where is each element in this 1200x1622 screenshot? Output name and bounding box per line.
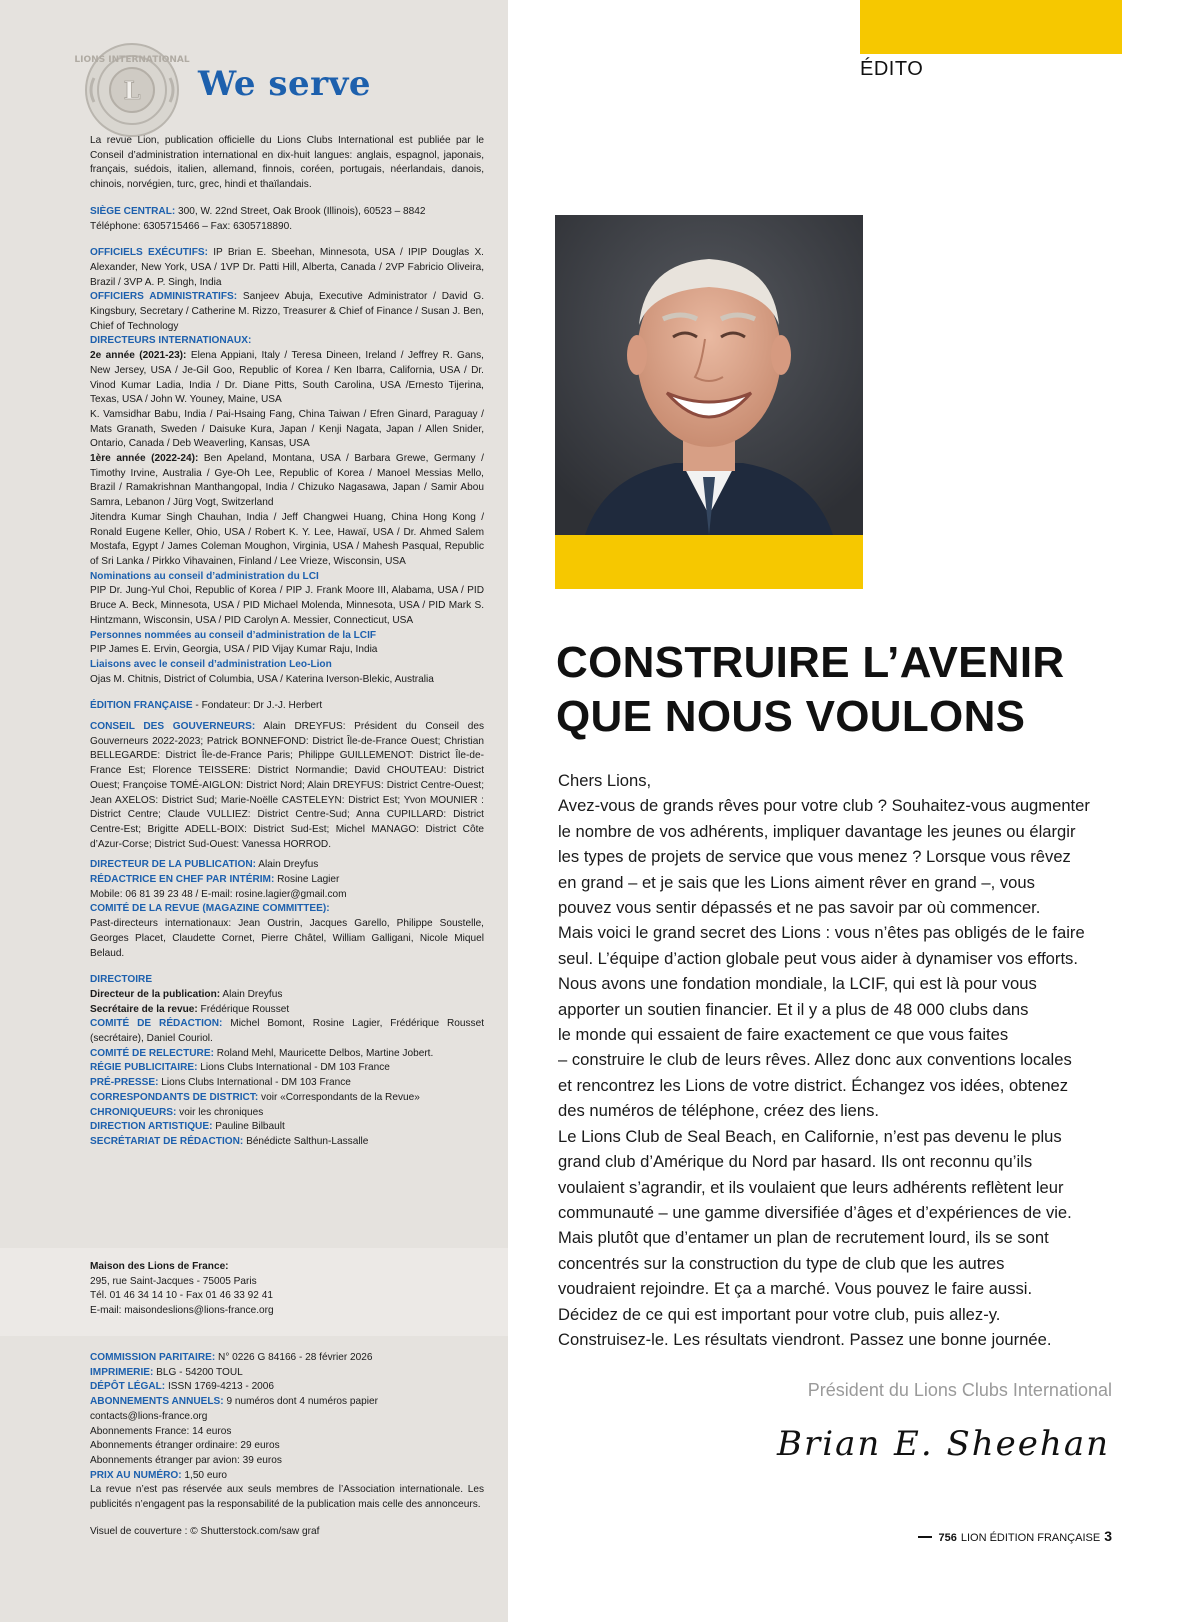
page-number: 3 — [1104, 1528, 1112, 1544]
siege-label: SIÈGE CENTRAL: — [90, 205, 176, 217]
officiels-label: OFFICIELS EXÉCUTIFS: — [90, 247, 208, 259]
body-line: Chers Lions, — [558, 771, 652, 790]
secretaire-text: Frédérique Rousset — [197, 1003, 290, 1015]
body-line: Mais plutôt que d’entamer un plan de recrutement lourd, ils se sont — [558, 1228, 1049, 1248]
issue-number: 756 — [938, 1532, 957, 1544]
comredac-text: Michel Bomont, Rosine Lagier, Frédérique Rousset (secrétaire), Daniel Couriol. — [90, 1018, 485, 1045]
chroniqueurs-label: CHRONIQUEURS: — [90, 1106, 177, 1118]
page-footer — [918, 1528, 1112, 1544]
abo-france: Abonnements France: 14 euros — [90, 1425, 232, 1437]
body-line: Avez-vous de grands rêves pour votre club ? Souhaitez-vous augmenter — [558, 796, 1090, 816]
body-line: voulaient s’agrandir, et ils voulaient que leurs adhérents reflètent leur — [558, 1177, 1064, 1197]
legal-info — [90, 1351, 484, 1539]
body-line: en grand – et je sais que les Lions aiment rêver en grand –, vous — [558, 872, 1035, 892]
contacts-email: contacts@lions-france.org — [90, 1410, 208, 1422]
depot-text: ISSN 1769-4213 - 2006 — [165, 1381, 275, 1393]
motto: We serve — [198, 64, 371, 104]
leo-text: Ojas M. Chitnis, District of Columbia, USA / Katerina Iverson-Blekic, Australia — [90, 673, 434, 685]
relecture-label: COMITÉ DE RELECTURE: — [90, 1047, 214, 1059]
directoire-directeur — [90, 988, 484, 1003]
redac-label: RÉDACTRICE EN CHEF PAR INTÉRIM: — [90, 874, 275, 886]
headline-line-2: QUE NOUS VOULONS — [556, 692, 1026, 741]
correspondants — [90, 1091, 484, 1106]
comite-redaction — [90, 1017, 484, 1046]
photo-accent-band — [555, 535, 863, 589]
svg-text:L: L — [123, 76, 141, 105]
body-line: Décidez de ce qui est important pour votre club, puis allez-y. — [558, 1304, 1001, 1324]
body-line: le nombre de vos adhérents, impliquer davantage les jeunes ou élargir — [558, 821, 1076, 841]
annee2-text: Elena Appiani, Italy / Teresa Dineen, Ireland / Jeffrey R. Gans, New Jersey, USA / Je-Gil Goo, Republic of Korea / Ken Ibarra, California, USA / Dr. Vinod Kumar Ladia, India / Dr. Diane Pitts, South Carolina, USA /Ernesto Tijerina, Texas, USA / John W. Youney, Maine, USA — [90, 350, 484, 406]
comite-label: COMITÉ DE LA REVUE (MAGAZINE COMMITTEE): — [90, 903, 330, 915]
body-line: les types de projets de service que vous menez ? Lorsque vous rêvez — [558, 847, 1071, 867]
chroniqueurs — [90, 1106, 484, 1121]
depot-legal — [90, 1380, 484, 1395]
maison-addr: 295, rue Saint-Jacques - 75005 Paris — [90, 1275, 257, 1287]
comredac-label: COMITÉ DE RÉDACTION: — [90, 1018, 223, 1030]
directoire-dir-text: Alain Dreyfus — [220, 988, 283, 1000]
siege-text: 300, W. 22nd Street, Oak Brook (Illinois), 60523 – 8842 — [175, 205, 426, 217]
body-line: pouvez vous sentir dépassés et ne pas savoir par où commencer. — [558, 898, 1041, 918]
direction-artistique — [90, 1120, 484, 1135]
imprimerie-text: BLG - 54200 TOUL — [153, 1366, 243, 1378]
body-line: le monde qui essaient de faire exactement ce que vous faites — [558, 1025, 1009, 1045]
directeur-publication — [90, 858, 484, 873]
commission-label: COMMISSION PARITAIRE: — [90, 1352, 216, 1363]
artistique-label: DIRECTION ARTISTIQUE: — [90, 1121, 213, 1133]
abo-etranger: Abonnements étranger ordinaire: 29 euros — [90, 1440, 280, 1452]
body-line: et rencontrez les Lions de votre district. Échangez vos idées, obtenez — [558, 1075, 1069, 1095]
lions-logo — [74, 42, 190, 138]
prepresse-text: Lions Clubs International - DM 103 France — [158, 1077, 351, 1089]
admin-label: OFFICIERS ADMINISTRATIFS: — [90, 291, 238, 303]
conseil-text: Alain DREYFUS: Président du Conseil des Gouverneurs 2022-2023; Patrick BONNEFOND: District Île-de-France Ouest; Christian BELLEGARDE: District Île-de-France Paris; Philippe GUILLEMENOT: District Île-de-France Est; Florence TEISSERE: District Normandie; David CHOUTEAU: District Ouest; Françoise TOMÉ-AIGLON: District Nord; Alain DREYFUS: District Centre-Ouest; Jean AXELOS: District Sud; Marie-Noëlle CASTELEYN: District Est; Yvon MOUNIER : District Centre; Claude VULLIEZ: District Centre-Sud; Anna CUPILLARD: District Centre-Est; Brigitte ADELL-BOIX: District Sud-Est; Michel MANAGO: District Côte d’Azur-Corse; District Sud-Ouest: Vanessa HORROD. — [90, 721, 484, 850]
annee2-label: 2e année (2021-23): — [90, 350, 187, 362]
annee1-text: Ben Apeland, Montana, USA / Barbara Grewe, Germany / Timothy Irvine, Australia / Gye-Oh Lee, Republic of Korea / Manoel Messias Mello, Brazil / Ramakrishnan Manthangopal, India / Chizuko Nagasawa, Japan / Samir Abou Samra, Lebanon / Jürg Vogt, Switzerland — [90, 453, 484, 509]
dirpub-text: Alain Dreyfus — [255, 859, 319, 871]
directoire-label: DIRECTOIRE — [90, 974, 153, 986]
admin-text: Sanjeev Abuja, Executive Administrator / David G. Kingsbury, Secretary / Catherine M. Rizzo, Treasurer & Chief of Finance / Susan J. Ben, Chief of Technology — [90, 291, 485, 332]
directeurs-label: DIRECTEURS INTERNATIONAUX: — [90, 335, 252, 347]
lcif-text: PIP James E. Ervin, Georgia, USA / PID Vijay Kumar Raju, India — [90, 644, 378, 656]
prix-text: 1,50 euro — [181, 1469, 228, 1481]
edition-francaise — [90, 699, 484, 714]
edition-label: ÉDITION FRANÇAISE — [90, 700, 193, 712]
annee1-text2: Jitendra Kumar Singh Chauhan, India / Jeff Changwei Huang, China Hong Kong / Ronald Eugene Keller, Ohio, USA / Robert K. Y. Lee, Hawaï, USA / Dr. Ahmed Salem Mostafa, Egypt / James Coleman Moughon, Virginia, USA / Mahesh Pasqual, Republic of Sri Lanka / Pirkko Vihavainen, Finland / Lee Vrieze, Wisconsin, USA — [90, 511, 484, 567]
prix-label: PRIX AU NUMÉRO: — [90, 1469, 182, 1481]
section-label: ÉDITO — [860, 58, 924, 80]
nominations-text: PIP Dr. Jung-Yul Choi, Republic of Korea / PIP J. Frank Moore III, Alabama, USA / PID Bruce A. Beck, Minnesota, USA / PID Michael Molenda, Minnesota, USA / PID Mark S. Hintzmann, Wisconsin, USA / PID Carolyn A. Messier, Connecticut, USA — [90, 585, 484, 626]
imprimerie — [90, 1366, 484, 1381]
president-photo — [555, 215, 863, 589]
abo-avion: Abonnements étranger par avion: 39 euros — [90, 1454, 282, 1466]
body-line: Construisez-le. Les résultats viendront. Passez une bonne journée. — [558, 1329, 1052, 1349]
prepresse-label: PRÉ-PRESSE: — [90, 1077, 159, 1089]
portrait — [555, 215, 863, 535]
corresp-text: voir «Correspondants de la Revue» — [258, 1091, 420, 1103]
abonnements-label: ABONNEMENTS ANNUELS: — [90, 1396, 224, 1408]
accent-bar — [860, 0, 1122, 54]
maison-email: E-mail: maisondeslions@lions-france.org — [90, 1305, 274, 1317]
body-line: apporter un soutien financier. Et il y a plus de 48 000 clubs dans — [558, 999, 1029, 1019]
siege-central — [90, 205, 484, 220]
directoire-dir-label: Directeur de la publication: — [90, 988, 221, 1000]
headline — [556, 636, 1116, 744]
body-line: concentrés sur la construction du type de club que les autres — [558, 1253, 1005, 1273]
annee2-text2: K. Vamsidhar Babu, India / Pai-Hsaing Fang, China Taiwan / Efren Ginard, Paraguay / Mats Granath, Sweden / Daisuke Kura, Japan / Kenji Nagata, Japan / Allen Snider, Ontario, Canada / Deb Weaverling, Kansas, USA — [90, 408, 484, 450]
president-title: Président du Lions Clubs International — [807, 1380, 1112, 1400]
regie-text: Lions Clubs International - DM 103 France — [197, 1062, 390, 1074]
secretaire-label: Secrétaire de la revue: — [90, 1003, 198, 1015]
reserve-text: La revue n’est pas réservée aux seuls membres de l’Association internationale. Les publicités n’engagent pas la responsabilité de la publication mais celle des annonceurs. — [90, 1484, 484, 1511]
nominations-label: Nominations au conseil d’administration du LCI — [90, 570, 319, 582]
body-line: Mais voici le grand secret des Lions : vous n’êtes pas obligés de le faire — [558, 923, 1085, 943]
visuel-couverture: Visuel de couverture : © Shutterstock.com/saw graf — [90, 1525, 320, 1537]
leo-label: Liaisons avec le conseil d’administration Leo-Lion — [90, 658, 332, 670]
annee1-label: 1ère année (2022-24): — [90, 453, 199, 465]
secretariat-redaction — [90, 1135, 484, 1150]
body-line: seul. L’équipe d’action globale peut vous aider à dynamiser vos efforts. — [558, 948, 1078, 968]
commission-text: N° 0226 G 84166 - 28 février 2026 — [215, 1352, 373, 1363]
prepresse — [90, 1076, 484, 1091]
annee1 — [90, 452, 484, 511]
redactrice — [90, 873, 484, 888]
redac-text: Rosine Lagier — [274, 874, 340, 886]
secretaire — [90, 1003, 484, 1018]
officiers-admin — [90, 290, 484, 334]
regie-label: RÉGIE PUBLICITAIRE: — [90, 1062, 198, 1074]
body-line: des numéros de téléphone, créez des liens. — [558, 1101, 880, 1121]
portrait-illustration — [555, 215, 863, 535]
officiels-text: IP Brian E. Sbeehan, Minnesota, USA / IPIP Douglas X. Alexander, New York, USA / 1VP Dr. Patti Hill, Alberta, Canada / 2VP Fabricio Oliveira, Brazil / 3VP A. P. Singh, India — [90, 247, 484, 288]
edito-body — [558, 768, 1118, 1352]
abonnements-text: 9 numéros dont 4 numéros papier — [223, 1396, 378, 1408]
telephone: Téléphone: 6305715466 – Fax: 6305718890. — [90, 220, 293, 232]
logo-text: LIONS INTERNATIONAL — [74, 55, 190, 65]
masthead-intro — [90, 134, 484, 1150]
mobile: Mobile: 06 81 39 23 48 / E-mail: rosine.lagier@gmail.com — [90, 888, 347, 900]
body-line: grand club d’Amérique du Nord par hasard. Ils ont reconnu qu’ils — [558, 1152, 1033, 1172]
relecture-text: Roland Mehl, Mauricette Delbos, Martine Jobert. — [213, 1047, 434, 1059]
depot-label: DÉPÔT LÉGAL: — [90, 1381, 166, 1393]
footer-dash — [918, 1536, 932, 1538]
commission — [90, 1351, 484, 1366]
edition-text: - Fondateur: Dr J.-J. Herbert — [192, 700, 323, 712]
annee2 — [90, 349, 484, 408]
maison-title: Maison des Lions de France: — [90, 1261, 229, 1272]
lcif-label: Personnes nommées au conseil d’administration de la LCIF — [90, 629, 377, 641]
conseil-label: CONSEIL DES GOUVERNEURS: — [90, 721, 256, 733]
comite-text: Past-directeurs internationaux: Jean Oustrin, Jacques Garello, Philippe Soustelle, Georges Placet, Claudette Cornet, Pierre Châtel, William Galligani, Nicole Miquel Belaud. — [90, 918, 484, 959]
publication-name: LION ÉDITION FRANÇAISE — [960, 1532, 1101, 1544]
body-line: – construire le club de leurs rêves. Allez donc aux conventions locales — [558, 1050, 1072, 1070]
comite-relecture — [90, 1047, 484, 1062]
body-line: communauté – une gamme diversifiée d’âges et d’expériences de vie. — [558, 1202, 1072, 1222]
chroniqueurs-text: voir les chroniques — [176, 1106, 264, 1118]
body-line: Nous avons une fondation mondiale, la LCIF, qui est là pour vous — [558, 974, 1037, 994]
officiels — [90, 246, 484, 290]
intro-text: La revue Lion, publication officielle du Lions Clubs International est publiée par le Conseil d’administration international en dix-huit langues: anglais, espagnol, japonais, français, suédois, italien, allemand, finnois, coréen, portugais, néerlandais, danois, chinois, norvégien, turc, grec, hindi et thaïlandais. — [90, 135, 484, 191]
dirpub-label: DIRECTEUR DE LA PUBLICATION: — [90, 859, 256, 871]
headline-line-1: CONSTRUIRE L’AVENIR — [556, 638, 1065, 687]
conseil-gouverneurs — [90, 720, 484, 852]
regie — [90, 1061, 484, 1076]
corresp-label: CORRESPONDANTS DE DISTRICT: — [90, 1091, 259, 1103]
signature: Brian E. Sheehan — [776, 1424, 1110, 1464]
maison-info — [90, 1260, 484, 1319]
maison-tel: Tél. 01 46 34 14 10 - Fax 01 46 33 92 41 — [90, 1290, 273, 1302]
artistique-text: Pauline Bilbault — [212, 1121, 285, 1133]
abonnements — [90, 1395, 484, 1410]
secredac-text: Bénédicte Salthun-Lassalle — [243, 1136, 369, 1147]
imprimerie-label: IMPRIMERIE: — [90, 1366, 154, 1378]
prix-numero — [90, 1469, 484, 1484]
secredac-label: SECRÉTARIAT DE RÉDACTION: — [90, 1136, 244, 1147]
body-line: voudraient rejoindre. Et ça a marché. Vous pouvez le faire aussi. — [558, 1279, 1033, 1299]
body-line: Le Lions Club de Seal Beach, en Californie, n’est pas devenu le plus — [558, 1126, 1062, 1146]
